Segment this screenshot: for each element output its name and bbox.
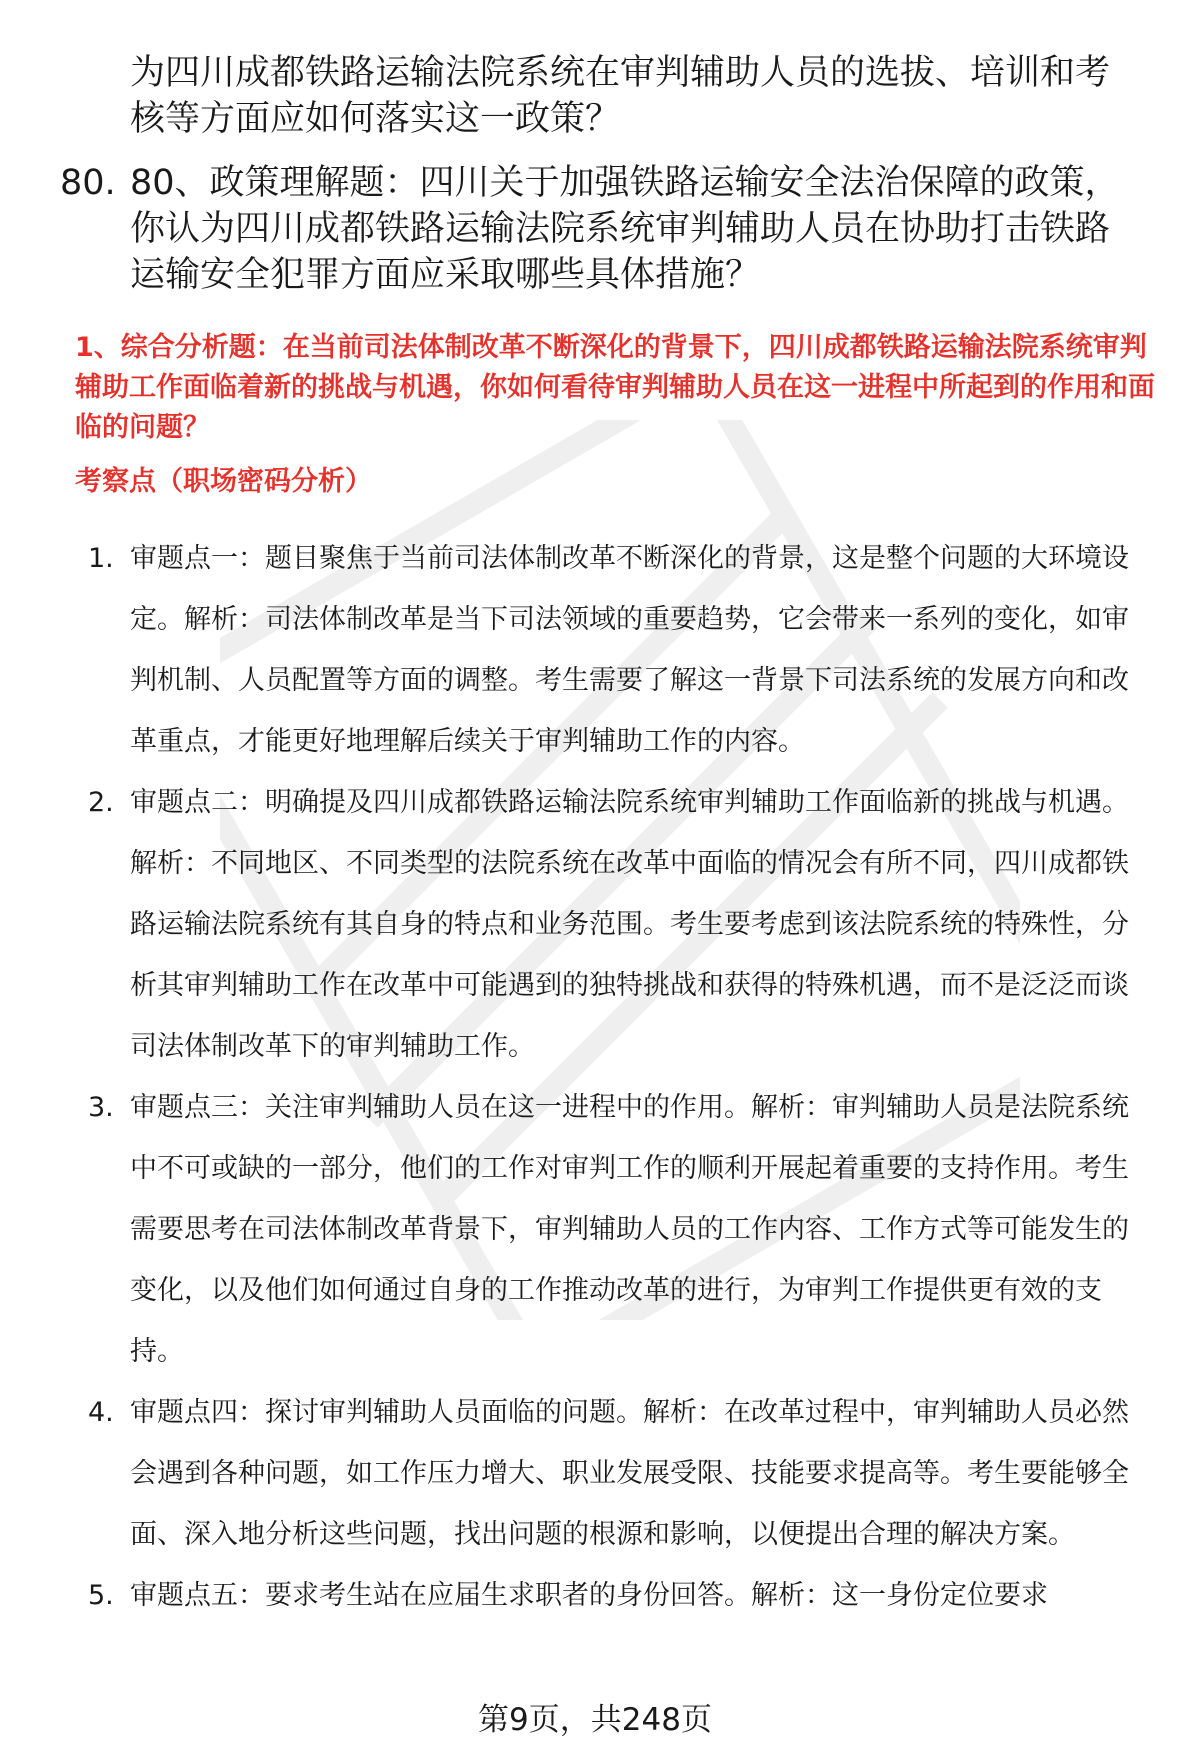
list-item-text: 审题点二：明确提及四川成都铁路运输法院系统审判辅助工作面临新的挑战与机遇。解析：不同地区、不同类型的法院系统在改革中面临的情况会有所不同，四川成都铁路运输法院系统有其自身的特点和业务范围。考生要考虑到该法院系统的特殊性，分析其审判辅助工作在改革中可能遇到的独特挑战和获得的特殊机遇，而不是泛泛而谈司法体制改革下的审判辅助工作。 [130,787,1129,1062]
exam-points-list [88,528,1148,1626]
question-80-text: 80、政策理解题：四川关于加强铁路运输安全法治保障的政策，你认为四川成都铁路运输法院系统审判辅助人员在协助打击铁路运输安全犯罪方面应采取哪些具体措施？ [130,163,1120,295]
list-item-number: 1. [88,543,114,574]
list-item [88,1565,1148,1626]
list-item-text: 审题点三：关注审判辅助人员在这一进程中的作用。解析：审判辅助人员是法院系统中不可或缺的一部分，他们的工作对审判工作的顺利开展起着重要的支持作用。考生需要思考在司法体制改革背景下，审判辅助人员的工作内容、工作方式等可能发生的变化，以及他们如何通过自身的工作推动改革的进行，为审判工作提供更有效的支持。 [130,1092,1129,1367]
list-item-text: 审题点四：探讨审判辅助人员面临的问题。解析：在改革过程中，审判辅助人员必然会遇到各种问题，如工作压力增大、职业发展受限、技能要求提高等。考生要能够全面、深入地分析这些问题，找出问题的根源和影响，以便提出合理的解决方案。 [130,1397,1129,1550]
section-heading-exam-points: 考察点（职场密码分析） [75,466,372,497]
list-item-text: 审题点一：题目聚焦于当前司法体制改革不断深化的背景，这是整个问题的大环境设定。解析：司法体制改革是当下司法领域的重要趋势，它会带来一系列的变化，如审判机制、人员配置等方面的调整。考生需要了解这一背景下司法系统的发展方向和改革重点，才能更好地理解后续关于审判辅助工作的内容。 [130,543,1129,757]
list-item-text: 审题点五：要求考生站在应届生求职者的身份回答。解析：这一身份定位要求 [130,1580,1048,1611]
list-item [88,528,1148,772]
analysis-question-title: 1、综合分析题：在当前司法体制改革不断深化的背景下，四川成都铁路运输法院系统审判辅助工作面临着新的挑战与机遇，你如何看待审判辅助人员在这一进程中所起到的作用和面临的问题？ [75,332,1155,443]
list-item [88,772,1148,1077]
list-item-number: 2. [88,787,114,818]
page-number-footer: 第9页，共248页 [478,1702,712,1738]
question-80-number: 80. [60,163,116,203]
list-item [88,1077,1148,1382]
list-item [88,1382,1148,1565]
list-item-number: 4. [88,1397,114,1428]
question-80 [60,160,1140,298]
list-item-number: 5. [88,1580,114,1611]
question-79-continuation: 为四川成都铁路运输法院系统在审判辅助人员的选拔、培训和考核等方面应如何落实这一政策？ [130,53,1111,139]
list-item-number: 3. [88,1092,114,1123]
